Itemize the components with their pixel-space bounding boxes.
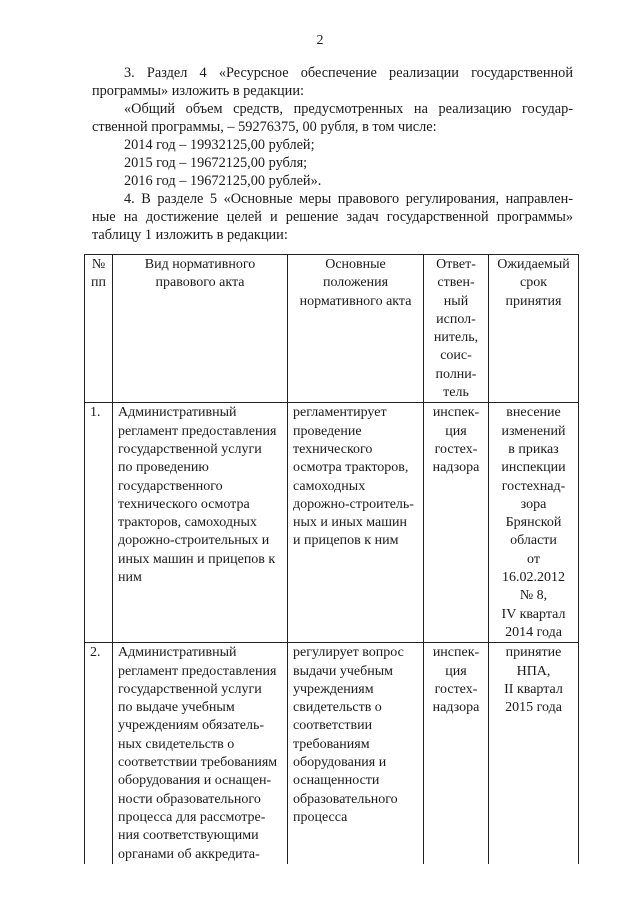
section4-paragraph-line-1: 3. Раздел 4 «Ресурсное обеспечение реализации государственной [124,65,573,81]
cell-responsible: инспек- ция гостех- надзора [424,643,489,864]
table-header-row [85,255,579,403]
header-act-type: Вид нормативного правового акта [113,255,288,403]
document-body [92,64,573,244]
cell-act-type: Административный регламент предоставления государственной услуги по выдаче учебным учреждениям обязатель- ных свидетельств о соответствии требованиям оборудования и оснащен- ности образовательного процесса для рассмотре- ния соответствующими органами об аккредита- [113,643,288,864]
section5-paragraph-line-2: ные на достижение целей и решение задач государственной программы» [92,209,573,225]
amount-2016: 2016 год – 19672125,00 рублей». [124,173,322,189]
header-term: Ожидаемый срок принятия [489,255,579,403]
cell-term: принятие НПА, II квартал 2015 года [489,643,579,864]
header-provisions: Основные положения нормативного акта [288,255,424,403]
page-number: 2 [316,33,324,48]
cell-num: 2. [85,643,113,864]
header-num: № пп [85,255,113,403]
cell-num: 1. [85,403,113,643]
amount-2014: 2014 год – 19932125,00 рублей; [124,137,315,153]
cell-act-type: Административный регламент предоставления государственной услуги по проведению государственного технического осмотра тракторов, самоходных дорожно-строительных и иных машин и прицепов к ним [113,403,288,643]
cell-provisions: регулирует вопрос выдачи учебным учреждениям свидетельств о соответствии требованиям оборудования и оснащенности образовательного процесса [288,643,424,864]
regulation-table [84,254,579,864]
funding-paragraph-line-1: «Общий объем средств, предусмотренных на реализацию государ- [124,101,573,117]
cell-responsible: инспек- ция гостех- надзора [424,403,489,643]
cell-provisions: регламентирует проведение технического осмотра тракторов, самоходных дорожно-строитель- ных и иных машин и прицепов к ним [288,403,424,643]
section4-paragraph-line-2: программы» изложить в редакции: [92,83,304,99]
section5-paragraph-line-3: таблицу 1 изложить в редакции: [92,227,288,243]
table-row [85,403,579,643]
table-row [85,643,579,864]
header-responsible: Ответ- ствен- ный испол- нитель, соис- полни- тель [424,255,489,403]
section5-paragraph-line-1: 4. В разделе 5 «Основные меры правового регулирования, направлен- [124,191,573,207]
amount-2015: 2015 год – 19672125,00 рубля; [124,155,308,171]
cell-term: внесение изменений в приказ инспекции гостехнад- зора Брянской области от 16.02.2012 № 8, IV квартал 2014 года [489,403,579,643]
funding-paragraph-line-2: ственной программы, – 59276375, 00 рубля, в том числе: [92,119,437,135]
